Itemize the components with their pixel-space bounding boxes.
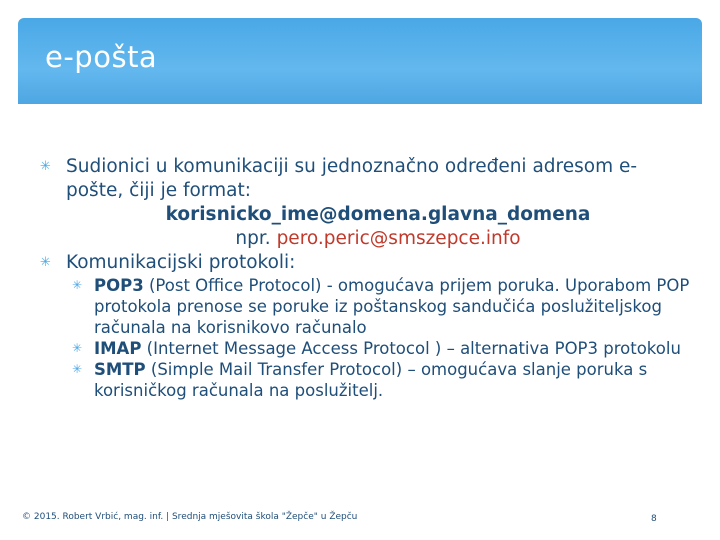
sub-bullet-item <box>72 338 690 359</box>
example-prefix: npr. <box>235 228 277 249</box>
sub-bullet-item <box>72 359 690 401</box>
protocol-name: IMAP <box>94 339 142 358</box>
example-email: pero.peric@smszepce.info <box>276 228 521 249</box>
footer-credit: © 2015. Robert Vrbić, mag. inf. | Srednja mješovita škola "Žepče" u Žepču <box>22 512 358 522</box>
protocol-name: SMTP <box>94 360 146 379</box>
asterisk-bullet-icon: ✳ <box>72 341 83 355</box>
bullet-text: Komunikacijski protokoli: <box>66 252 296 273</box>
email-format: korisnicko_ime@domena.glavna_domena <box>165 204 591 225</box>
protocol-description: (Post Office Protocol) - omogućava prijem poruka. Uporabom POP protokola prenose se poruke iz poštanskog sandučića poslužiteljskog računala na korisnikovo računalo <box>94 276 690 337</box>
bullet-item <box>40 155 690 203</box>
protocol-name: POP3 <box>94 276 144 295</box>
sub-bullet-text <box>94 359 690 401</box>
asterisk-bullet-icon: ✳ <box>40 255 51 270</box>
slide-content <box>40 155 690 401</box>
sub-bullet-text <box>94 338 681 359</box>
asterisk-bullet-icon: ✳ <box>72 278 83 292</box>
protocol-description: (Internet Message Access Protocol ) – alternativa POP3 protokolu <box>141 339 681 358</box>
protocol-description: (Simple Mail Transfer Protocol) – omogućava slanje poruka s korisničkog računala na poslužitelj. <box>94 360 648 400</box>
page-number: 8 <box>651 514 657 524</box>
asterisk-bullet-icon: ✳ <box>72 362 83 376</box>
slide-title: e-pošta <box>45 40 158 74</box>
asterisk-bullet-icon: ✳ <box>40 159 51 174</box>
bullet-text: Sudionici u komunikaciji su jednoznačno određeni adresom e-pošte, čiji je format: <box>66 156 638 201</box>
sub-bullet-text <box>94 275 690 338</box>
title-bar <box>18 18 702 104</box>
email-example <box>40 227 690 251</box>
sub-bullet-item <box>72 275 690 338</box>
bullet-item <box>40 251 690 275</box>
